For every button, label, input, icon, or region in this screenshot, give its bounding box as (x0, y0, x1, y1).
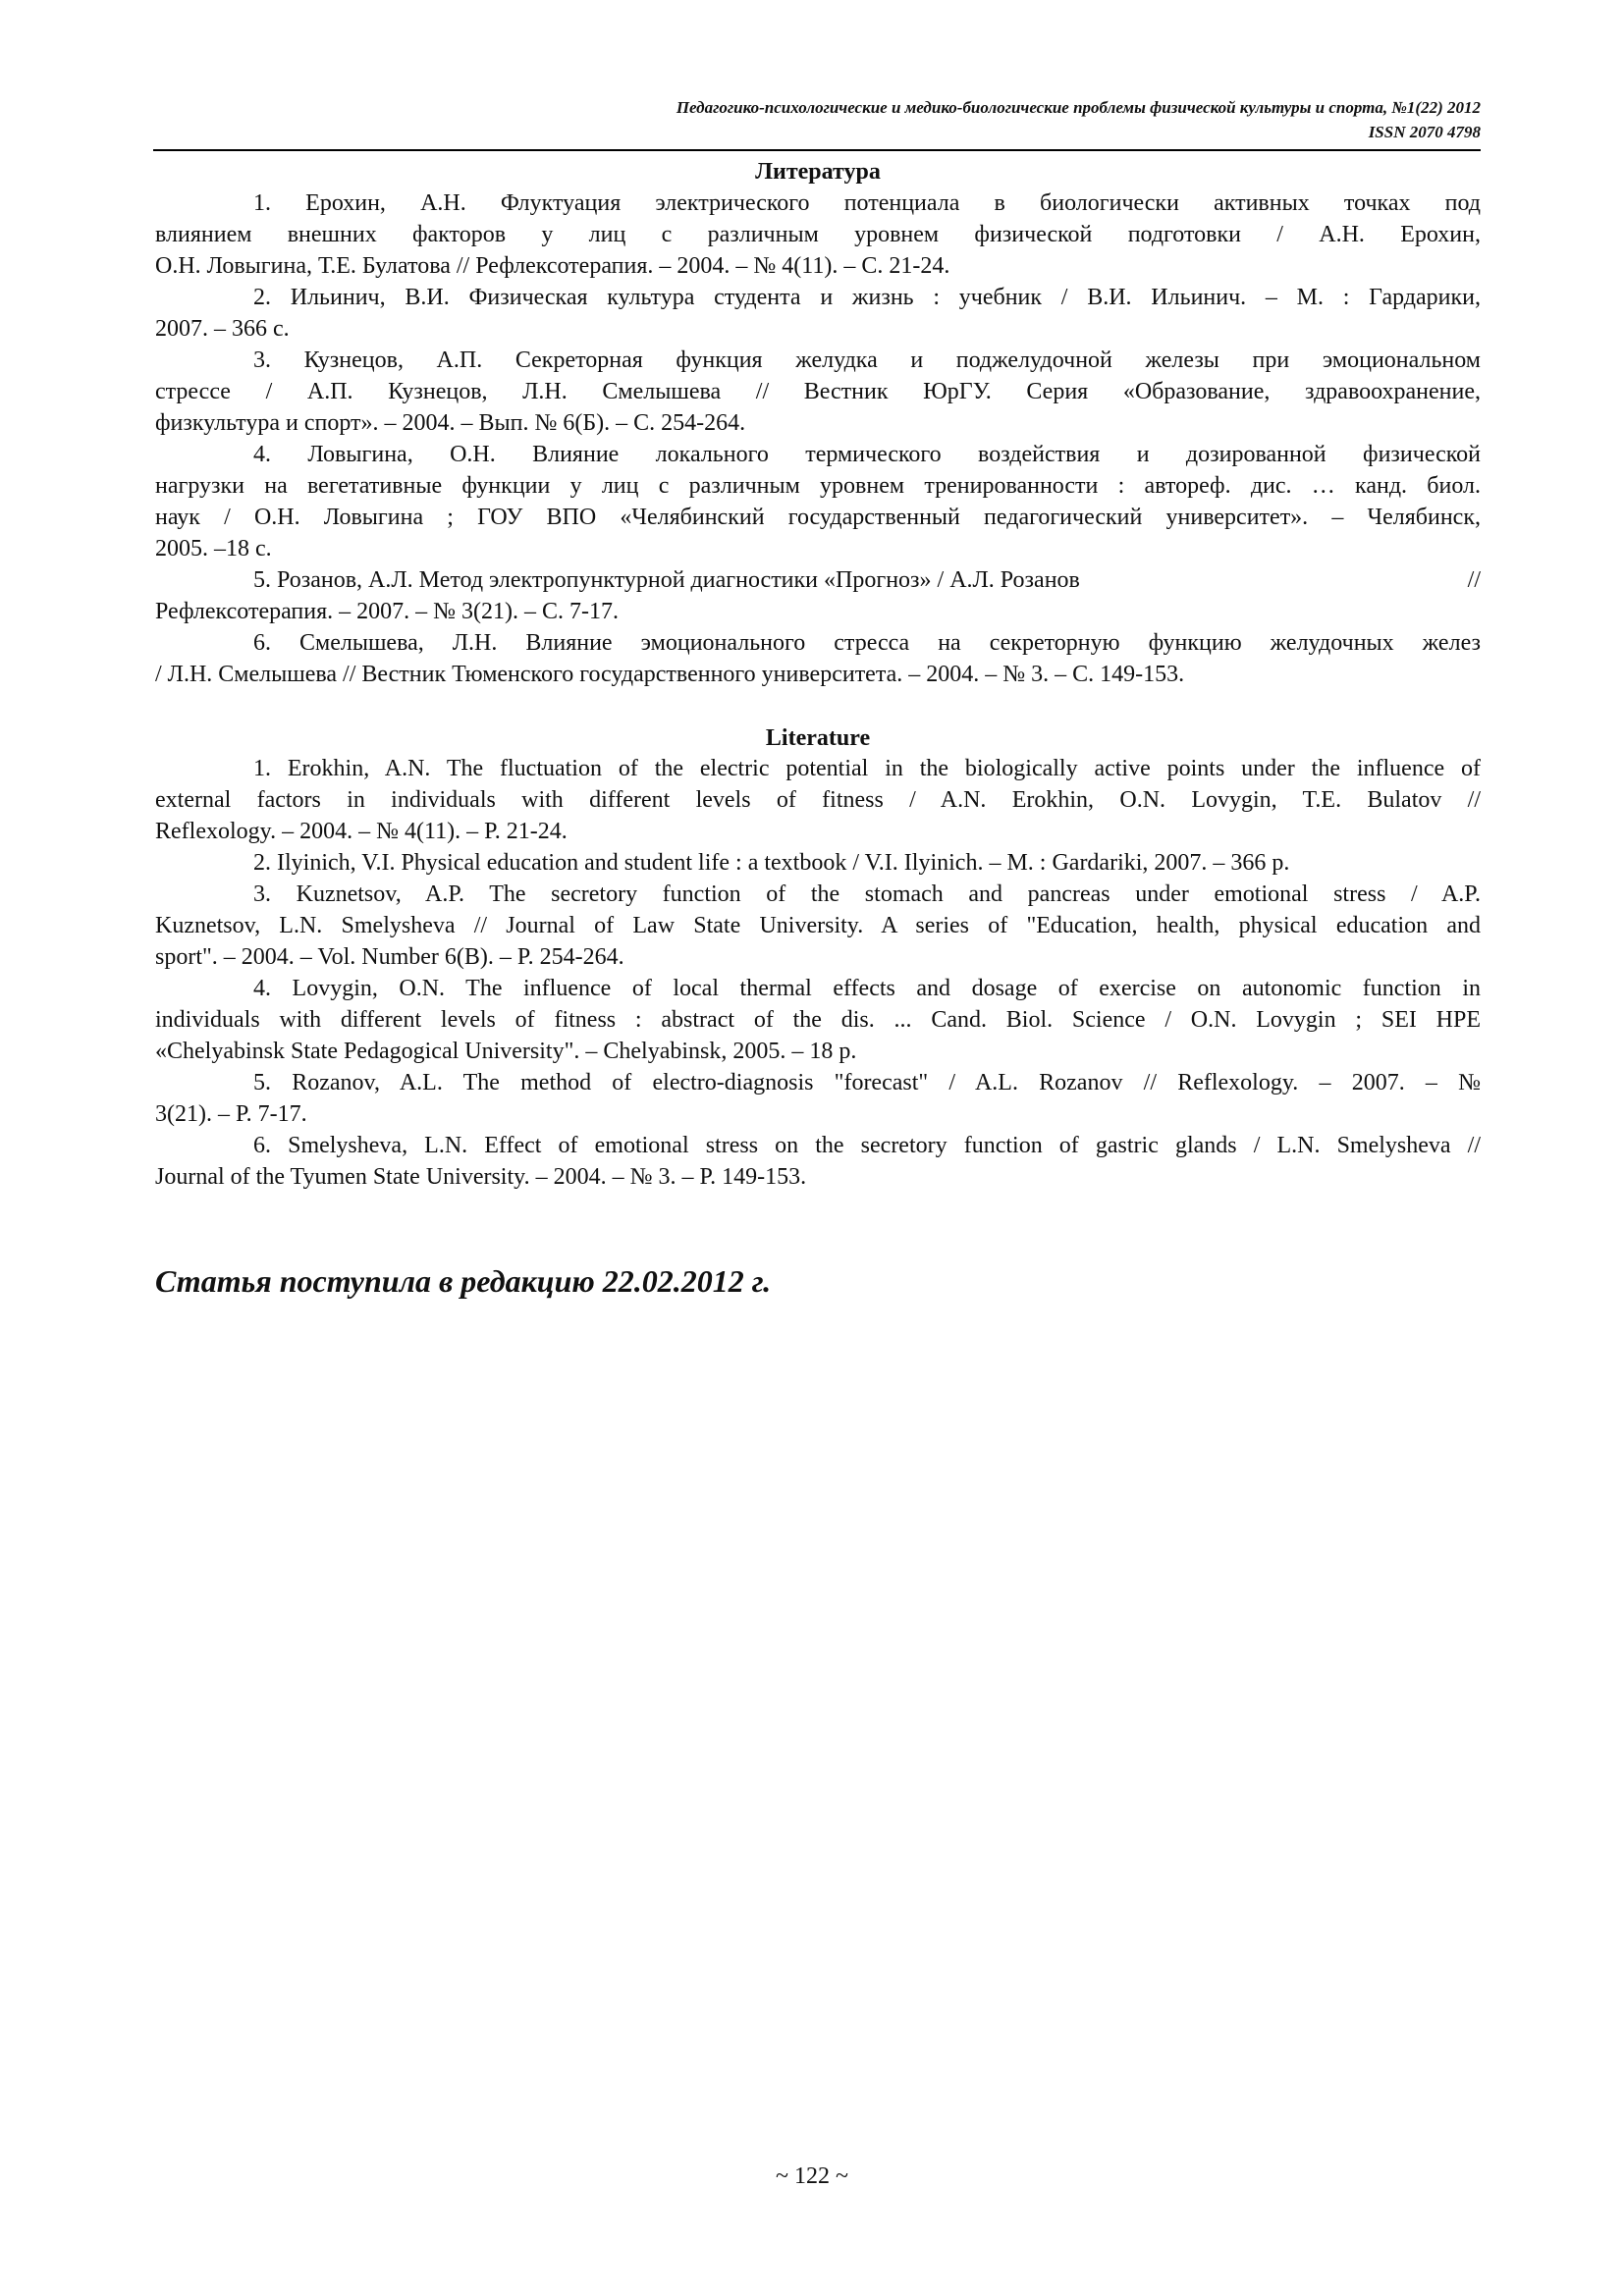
en-ref-6-line-1: 6. Smelysheva, L.N. Effect of emotional stress on the secretory function of gastric glands / L.N. Smelysheva // (253, 1133, 1481, 1158)
en-ref-3-line-3: sport". – 2004. – Vol. Number 6(B). – P. 254-264. (155, 944, 624, 970)
ru-ref-5-separator: // (1467, 567, 1481, 593)
ru-ref-3-line-2: стрессе / А.П. Кузнецов, Л.Н. Смелышева // Вестник ЮрГУ. Серия «Образование, здравоохранение, (155, 379, 1481, 404)
ru-ref-2-line-1: 2. Ильинич, В.И. Физическая культура студента и жизнь : учебник / В.И. Ильинич. – М. : Гардарики, (253, 285, 1481, 310)
ru-ref-1-line-1: 1. Ерохин, А.Н. Флуктуация электрического потенциала в биологически активных точках под (253, 190, 1481, 216)
issn: ISSN 2070 4798 (1368, 123, 1481, 141)
ru-ref-3-line-1: 3. Кузнецов, А.П. Секреторная функция желудка и поджелудочной железы при эмоциональном (253, 347, 1481, 373)
ru-ref-5-line-1 (253, 568, 1481, 592)
ru-ref-5-line-2: Рефлексотерапия. – 2007. – № 3(21). – С. 7-17. (155, 599, 620, 624)
ru-ref-4-line-2: нагрузки на вегетативные функции у лиц с различным уровнем тренированности : автореф. дис. … канд. биол. (155, 473, 1481, 499)
en-ref-5-line-1: 5. Rozanov, A.L. The method of electro-diagnosis "forecast" / A.L. Rozanov // Reflexology. – 2007. – № (253, 1070, 1481, 1095)
en-ref-3-line-1: 3. Kuznetsov, A.P. The secretory function of the stomach and pancreas under emotional stress / A.P. (253, 881, 1481, 907)
en-ref-5-line-2: 3(21). – P. 7-17. (155, 1101, 307, 1127)
header-rule (153, 149, 1481, 151)
en-ref-4-line-1: 4. Lovygin, O.N. The influence of local thermal effects and dosage of exercise on autonomic function in (253, 976, 1481, 1001)
ru-ref-6-line-2: / Л.Н. Смелышева // Вестник Тюменского государственного университета. – 2004. – № 3. – С. 149-153. (155, 662, 1185, 687)
en-ref-1-line-2: external factors in individuals with different levels of fitness / A.N. Erokhin, O.N. Lovygin, T.E. Bulatov // (155, 787, 1481, 813)
en-references-heading: Literature (765, 725, 871, 751)
ru-ref-1-line-3: О.Н. Ловыгина, Т.Е. Булатова // Рефлексотерапия. – 2004. – № 4(11). – С. 21-24. (155, 253, 950, 279)
en-ref-3-line-2: Kuznetsov, L.N. Smelysheva // Journal of Law State University. A series of "Education, health, physical education and (155, 913, 1481, 938)
en-ref-4-line-2: individuals with different levels of fitness : abstract of the dis. ... Cand. Biol. Science / O.N. Lovygin ; SEI HPE (155, 1007, 1481, 1033)
ru-ref-2-line-2: 2007. – 366 с. (155, 316, 290, 342)
en-ref-1-line-1: 1. Erokhin, A.N. The fluctuation of the electric potential in the biologically active points under the influence of (253, 756, 1481, 781)
ru-ref-6-line-1: 6. Смелышева, Л.Н. Влияние эмоционального стресса на секреторную функцию желудочных желез (253, 630, 1481, 656)
received-date-note: Статья поступила в редакцию 22.02.2012 г. (155, 1263, 772, 1299)
ru-ref-4-line-1: 4. Ловыгина, О.Н. Влияние локального термического воздействия и дозированной физической (253, 442, 1481, 467)
ru-ref-4-line-3: наук / О.Н. Ловыгина ; ГОУ ВПО «Челябинский государственный педагогический университет». – Челябинск, (155, 505, 1481, 530)
ru-ref-5-text: 5. Розанов, А.Л. Метод электропунктурной диагностики «Прогноз» / А.Л. Розанов (253, 567, 1080, 593)
journal-title: Педагогико-психологические и медико-биологические проблемы физической культуры и спорта, №1(22) 2012 (676, 98, 1481, 117)
ru-ref-4-line-4: 2005. –18 с. (155, 536, 272, 561)
ru-ref-3-line-3: физкультура и спорт». – 2004. – Вып. № 6(Б). – С. 254-264. (155, 410, 746, 436)
en-ref-1-line-3: Reflexology. – 2004. – № 4(11). – P. 21-24. (155, 819, 568, 844)
page-number: ~ 122 ~ (776, 2163, 848, 2189)
en-ref-4-line-3: «Chelyabinsk State Pedagogical University". – Chelyabinsk, 2005. – 18 p. (155, 1039, 857, 1064)
ru-references-heading: Литература (755, 159, 881, 185)
en-ref-2-line-1: 2. Ilyinich, V.I. Physical education and student life : a textbook / V.I. Ilyinich. – M. : Gardariki, 2007. – 366 p. (253, 850, 1290, 876)
en-ref-6-line-2: Journal of the Tyumen State University. – 2004. – № 3. – P. 149-153. (155, 1164, 807, 1190)
ru-ref-1-line-2: влиянием внешних факторов у лиц с различным уровнем физической подготовки / А.Н. Ерохин, (155, 222, 1481, 247)
